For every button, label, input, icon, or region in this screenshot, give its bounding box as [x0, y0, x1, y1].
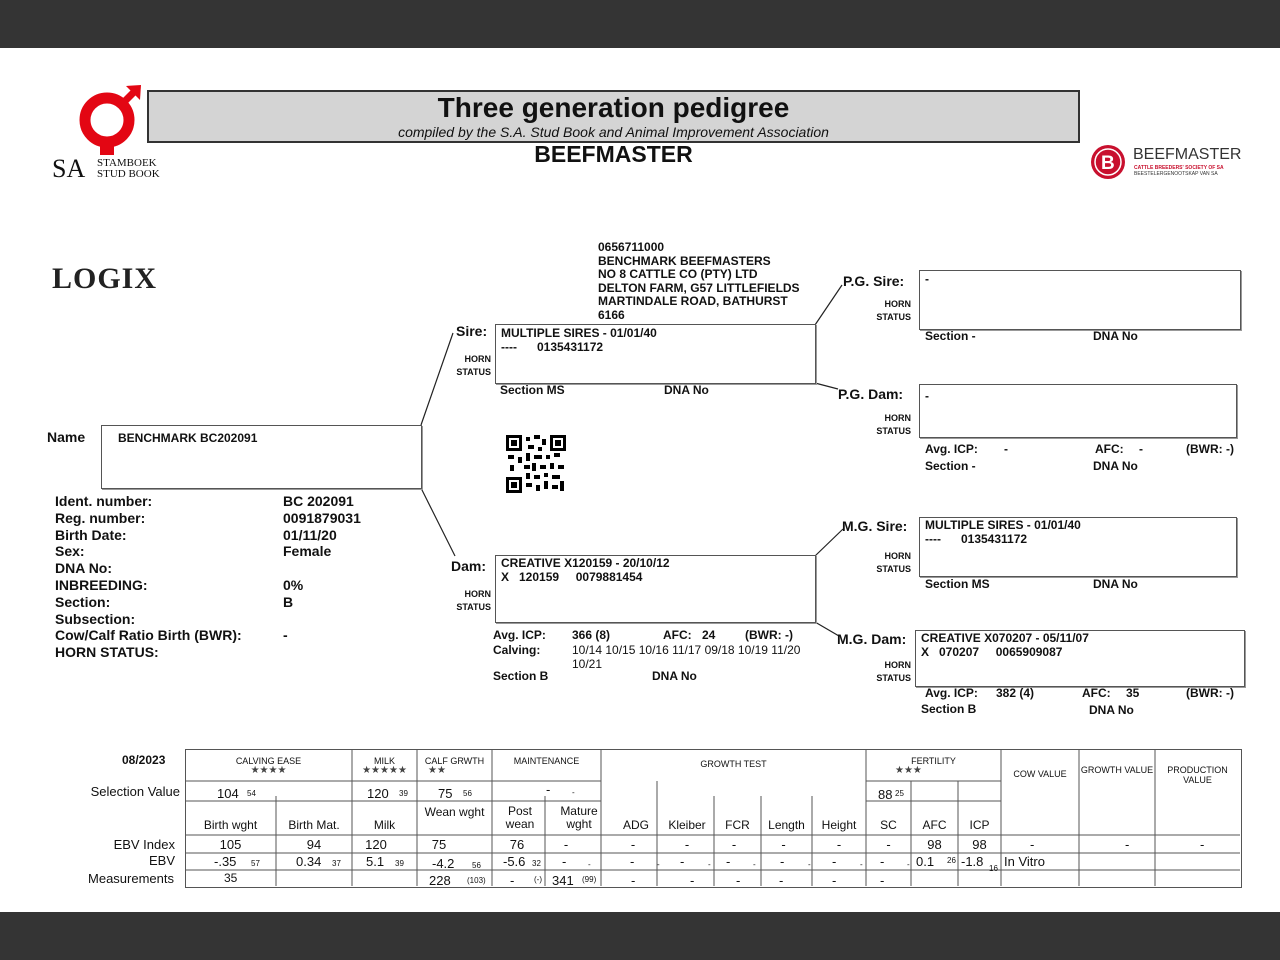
horn-label: HORN [884, 299, 911, 309]
col-icp: ICP [969, 818, 990, 832]
ebv-value: -5.6 [503, 854, 526, 869]
status-label: STATUS [876, 312, 911, 322]
group-growth-test: GROWTH TEST [700, 759, 767, 769]
horn-status [283, 644, 361, 661]
mg-dam-afc-label: AFC: [1082, 686, 1111, 700]
mg-dam-section: Section B [921, 702, 977, 716]
page-subtitle: compiled by the S.A. Stud Book and Animal Improvement Association [398, 124, 829, 140]
index-value: - [684, 837, 690, 852]
measurement-sc: - [880, 873, 885, 888]
breeder-line: 0656711000 [598, 240, 665, 254]
horn-label: HORN [464, 354, 491, 364]
index-value: 75 [431, 837, 447, 852]
selection-calving: 104 [217, 786, 239, 801]
connector-line [815, 285, 842, 325]
mg-dam-name: CREATIVE X070207 - 05/11/07 [921, 631, 1089, 645]
section: B [283, 593, 294, 610]
group-production-value: PRODUCTION VALUE [1167, 765, 1228, 785]
beefmaster-logo-line2: BEESTELERGENOOTSKAP VAN SA [1134, 171, 1218, 177]
index-value: 105 [219, 837, 242, 852]
ebv-acc: 32 [532, 859, 541, 868]
group-maintenance: MAINTENANCE [513, 756, 580, 766]
dam-bwr: (BWR: -) [745, 628, 793, 642]
dam-section: Section B [493, 669, 549, 683]
ebv-value: -4.2 [432, 856, 455, 871]
dam-label: Dam: [451, 558, 487, 574]
selection-calving-acc: 54 [247, 789, 256, 798]
pg-sire-name: - [925, 272, 929, 286]
connector-line [815, 622, 839, 636]
selection-calf-acc: 56 [463, 789, 472, 798]
sa-logo-line1: STAMBOEK [97, 157, 157, 169]
ebv-value: -.35 [214, 854, 237, 869]
page-title: Three generation pedigree [437, 92, 790, 123]
beefmaster-logo-line1: CATTLE BREEDERS' SOCIETY OF SA [1134, 165, 1224, 171]
group-milk: MILK [373, 756, 395, 766]
measurement-mature: 341 [552, 873, 574, 888]
mg-dam-horn-status [870, 659, 911, 685]
mg-sire-reg: ---- 0135431172 [925, 532, 1028, 546]
col-fcr: FCR [725, 818, 750, 832]
subsection [283, 611, 361, 628]
col-sc: SC [880, 818, 897, 832]
group-calving-ease: CALVING EASE [235, 756, 302, 766]
dam-calving-dates: 10/14 10/15 10/16 11/17 09/18 10/19 11/20 [572, 643, 801, 657]
ebv-date: 08/2023 [122, 753, 166, 767]
selection-milk: 120 [367, 786, 389, 801]
col-post-wean: Post wean [505, 804, 535, 831]
mg-sire-label: M.G. Sire: [842, 518, 908, 534]
ebv-acc: 16 [989, 864, 998, 873]
selection-maint: - [546, 782, 551, 797]
mg-sire-box [919, 517, 1237, 577]
measurement-kleiber: - [690, 873, 695, 888]
horn-label: HORN [884, 551, 911, 561]
index-cow-value: - [1030, 837, 1035, 852]
connector-line [815, 383, 838, 389]
col-kleiber: Kleiber [668, 818, 706, 832]
pg-dam-name: - [925, 389, 929, 403]
dam-avg-icp-label: Avg. ICP: [493, 628, 546, 642]
selection-calf: 75 [438, 786, 453, 801]
measurement-fcr: - [736, 873, 741, 888]
index-value: 98 [927, 837, 942, 852]
col-milk: Milk [373, 818, 396, 832]
group-calf-growth: CALF GRWTH [424, 756, 485, 766]
sire-name: MULTIPLE SIRES - 01/01/40 [501, 326, 657, 340]
selection-milk-acc: 39 [399, 789, 408, 798]
mg-sire-dna: DNA No [1093, 577, 1138, 591]
row-label-measurements: Measurements [88, 871, 174, 886]
dam-horn-status [450, 588, 491, 614]
sire-reg: ---- 0135431172 [501, 340, 604, 354]
mg-dam-box [915, 630, 1245, 687]
pg-dam-avg-icp-label: Avg. ICP: [925, 442, 978, 456]
pg-dam-label: P.G. Dam: [838, 386, 904, 402]
mg-dam-label: M.G. Dam: [837, 631, 907, 647]
dam-dna: DNA No [652, 669, 697, 683]
ebv-acc: - [708, 860, 711, 869]
selection-fert-acc: 25 [895, 789, 904, 798]
detail-label: Reg. number: [55, 509, 146, 526]
ebv-value: 0.34 [296, 854, 322, 869]
ebv-acc: - [588, 860, 591, 869]
index-value: 98 [972, 837, 987, 852]
row-label-index: EBV Index [113, 837, 175, 852]
measurement-post: - [510, 873, 515, 888]
ebv-acc: 39 [395, 859, 404, 868]
index-value: 120 [365, 837, 387, 852]
sa-logo-letters: SA [52, 154, 86, 183]
sire-horn-status [450, 353, 491, 379]
logix-logo: LOGIX [52, 262, 158, 295]
detail-label: Sex: [55, 543, 85, 560]
mg-dam-bwr: (BWR: -) [1186, 686, 1234, 700]
index-value: - [630, 837, 636, 852]
mg-dam-avg-icp: 382 (4) [996, 686, 1035, 700]
name-label: Name [47, 429, 86, 445]
mg-dam-dna: DNA No [1089, 703, 1134, 717]
mg-sire-horn-status [870, 550, 911, 576]
ident-number: BC 202091 [283, 493, 354, 509]
animal-details-labels [55, 493, 242, 661]
animal-name: BENCHMARK BC202091 [118, 431, 258, 445]
col-adg: ADG [622, 818, 649, 832]
measurement-birth: 35 [224, 871, 238, 885]
inbreeding: 0% [283, 576, 304, 593]
pg-dam-afc: - [1139, 442, 1143, 456]
selection-fert: 88 [878, 787, 893, 802]
ebv-value: - [562, 854, 567, 869]
breeder-line: NO 8 CATTLE CO (PTY) LTD [598, 267, 758, 281]
index-value: 94 [306, 837, 322, 852]
group-fertility: FERTILITY [911, 756, 956, 766]
dam-box [495, 555, 816, 623]
reg-number: 0091879031 [283, 509, 361, 526]
beefmaster-logo-name: BEEFMASTER [1133, 146, 1242, 163]
ebv-acc: 37 [332, 859, 341, 868]
fertility-stars-icon: ★★★ [895, 765, 922, 776]
pg-sire-section: Section - [925, 329, 976, 343]
dam-avg-icp: 366 (8) [572, 628, 611, 642]
ebv-value: - [726, 854, 731, 869]
pg-dam-dna: DNA No [1093, 459, 1138, 473]
mg-sire-name: MULTIPLE SIRES - 01/01/40 [925, 518, 1081, 532]
ebv-value: - [680, 854, 685, 869]
ebv-value: 5.1 [366, 854, 385, 869]
group-growth-value: GROWTH VALUE [1080, 765, 1154, 775]
pg-dam-afc-label: AFC: [1095, 442, 1124, 456]
connector-line [421, 488, 455, 556]
detail-label: Cow/Calf Ratio Birth (BWR): [55, 627, 242, 644]
detail-label: Birth Date: [55, 526, 127, 543]
status-label: STATUS [876, 564, 911, 574]
index-value: - [731, 837, 737, 852]
dam-calving-label: Calving: [493, 643, 541, 657]
index-value: 76 [509, 837, 525, 852]
status-label: STATUS [876, 673, 911, 683]
birth-date: 01/11/20 [283, 526, 337, 543]
pg-sire-dna: DNA No [1093, 329, 1138, 343]
col-birth-mat: Birth Mat. [288, 818, 340, 832]
mg-dam-afc: 35 [1126, 686, 1140, 700]
dna-no [283, 560, 361, 577]
connector-line [815, 529, 843, 556]
ebv-acc: 26 [947, 856, 956, 865]
measurement-wean: 228 [429, 873, 451, 888]
detail-label: Ident. number: [55, 493, 153, 509]
ebv-acc: - [907, 860, 910, 869]
qr-code-icon [506, 435, 566, 493]
sex: Female [283, 543, 332, 560]
index-production-value: - [1200, 837, 1205, 852]
ebv-value: - [880, 854, 885, 869]
breed-title: BEEFMASTER [534, 141, 693, 167]
measurement-post-acc: (-) [534, 875, 542, 884]
pg-sire-box [919, 270, 1241, 330]
measurement-adg: - [631, 873, 636, 888]
pg-sire-horn-status [870, 298, 911, 324]
ebv-value: 0.1 [916, 854, 935, 869]
animal-details-values [283, 493, 361, 661]
measurement-mature-acc: (99) [582, 875, 597, 884]
status-label: STATUS [456, 602, 491, 612]
dam-calving-dates-2: 10/21 [572, 657, 603, 671]
index-value: - [563, 837, 569, 852]
dam-afc-label: AFC: [663, 628, 692, 642]
col-wean-wght: Wean wght [424, 805, 485, 819]
measurement-length: - [779, 873, 784, 888]
mg-dam-avg-icp-label: Avg. ICP: [925, 686, 978, 700]
ebv-acc: 57 [251, 859, 260, 868]
pg-dam-box [919, 384, 1237, 438]
pg-dam-avg-icp: - [1004, 442, 1008, 456]
dam-reg: X 120159 0079881454 [501, 570, 643, 584]
sire-label: Sire: [456, 323, 488, 339]
selection-maint-acc: - [572, 788, 575, 797]
pg-dam-bwr: (BWR: -) [1186, 442, 1234, 456]
detail-label: INBREEDING: [55, 576, 148, 593]
status-label: STATUS [456, 367, 491, 377]
pg-dam-horn-status [870, 412, 911, 438]
ebv-acc: 56 [472, 861, 481, 870]
sire-section: Section MS [500, 383, 565, 397]
col-birth-wght: Birth wght [203, 818, 258, 832]
milk-stars-icon: ★★★★★ [362, 765, 407, 776]
dam-name: CREATIVE X120159 - 20/10/12 [501, 556, 670, 570]
detail-label: DNA No: [55, 560, 113, 577]
animal-name-box [101, 425, 422, 489]
breeder-line: DELTON FARM, G57 LITTLEFIELDS [598, 280, 800, 295]
ebv-cow-value: In Vitro [1004, 854, 1045, 869]
pg-sire-label: P.G. Sire: [843, 273, 905, 289]
horn-label: HORN [884, 660, 911, 670]
row-label-ebv: EBV [148, 853, 175, 868]
col-mature-wght: Mature wght [560, 804, 598, 831]
connector-line [421, 333, 453, 425]
svg-text:B: B [1101, 153, 1115, 174]
mg-sire-section: Section MS [925, 577, 990, 591]
detail-label: HORN STATUS: [55, 644, 159, 661]
calving-stars-icon: ★★★★ [250, 765, 287, 776]
measurement-height: - [832, 873, 837, 888]
col-height: Height [821, 818, 857, 832]
col-afc: AFC [922, 818, 947, 832]
index-value: - [781, 837, 786, 852]
index-value: - [886, 837, 891, 852]
breeder-line: 6166 [598, 307, 625, 322]
ebv-value: - [832, 854, 837, 869]
index-growth-value: - [1125, 837, 1130, 852]
calf-growth-stars-icon: ★★ [428, 765, 446, 776]
group-cow-value: COW VALUE [1013, 769, 1067, 779]
measurement-wean-acc: (103) [467, 876, 486, 885]
horn-label: HORN [884, 413, 911, 423]
ebv-acc: - [860, 860, 863, 869]
ebv-acc: - [808, 860, 811, 869]
detail-label: Subsection: [55, 610, 136, 627]
row-label-selection: Selection Value [90, 784, 180, 799]
pg-dam-section: Section - [925, 459, 976, 473]
sire-box [495, 324, 816, 384]
detail-label: Section: [55, 593, 111, 610]
col-length: Length [768, 818, 805, 832]
dam-afc: 24 [702, 628, 716, 642]
breeder-line: BENCHMARK BEEFMASTERS [598, 253, 771, 268]
mg-dam-reg: X 070207 0065909087 [921, 645, 1063, 659]
index-value: - [836, 837, 842, 852]
breeder-line: MARTINDALE ROAD, BATHURST [598, 294, 788, 308]
bwr: - [283, 627, 288, 644]
sire-dna: DNA No [664, 383, 709, 397]
ebv-value: -1.8 [961, 854, 984, 869]
ebv-acc: - [657, 860, 660, 869]
ebv-acc: - [753, 860, 756, 869]
sa-logo-line2: STUD BOOK [97, 168, 160, 180]
status-label: STATUS [876, 426, 911, 436]
horn-label: HORN [464, 589, 491, 599]
ebv-value: - [630, 854, 635, 869]
ebv-value: - [780, 854, 785, 869]
